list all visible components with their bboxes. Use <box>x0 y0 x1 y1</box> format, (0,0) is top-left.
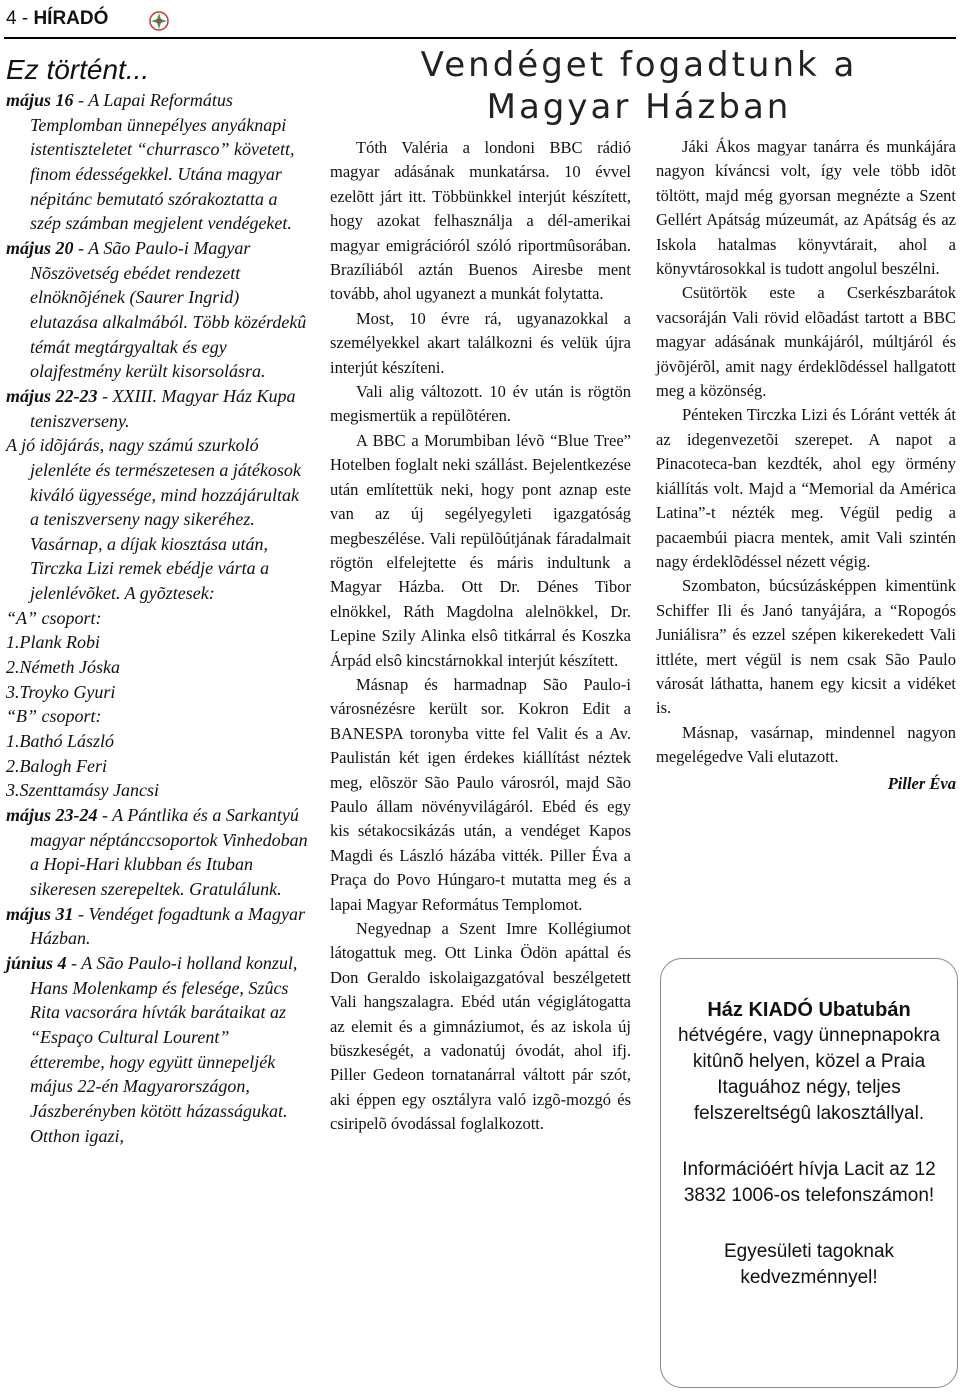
event-item: május 23-24 - A Pántlika és a Sarkantyú magyar néptánccsoportok Vinhedoban a Hopi-Hari klubban és Ituban sikeresen szerepeltek. Gratulálunk. <box>6 805 308 899</box>
ad-discount: Egyesületi tagoknak kedvezménnyel! <box>723 1241 895 1288</box>
newspaper-logo-icon <box>148 10 170 32</box>
article-signature: Piller Éva <box>887 773 956 793</box>
article-paragraph: Jáki Ákos magyar tanárra és munkájára nagyon kíváncsi volt, így vele több idõt töltött, majd még gyorsan megnézte a Szent Gellért Apátság múzeumát, az Apátság és az Iskola hatalmas könyvtárait, ahol a könyvtárosokkal is tudott angolul beszélni. <box>656 137 956 279</box>
event-item: május 22-23 - XXIII. Magyar Ház Kupa teniszverseny. <box>6 385 296 431</box>
ad-contact: Információért hívja Lacit az 12 3832 1006-os telefonszámon! <box>682 1159 936 1206</box>
event-item: május 16 - A Lapai Református Templomban ünnepélyes anyáknapi istentiszteletet “churrasco” követett, finom édességekkel. Utána magyar népitánc bemutató szórakoztatta a szép számban megjelent vendégeket. <box>6 90 295 234</box>
events-column <box>6 54 308 1148</box>
event-item: “A” csoport: <box>6 607 102 628</box>
article-paragraph: Másnap és harmadnap São Paulo-i városnézésre került sor. Kokron Edit a BANESPA toronyba vitte fel Valit és a Av. Paulistán két igen érdekes kiállítást néztek meg, elõször São Paulo városról, majd São Paulo állam növényvilágáról. Ebéd és egy kis sétakocsikázás után, a vendéget Kapos Magdi és László házába vitték. Piller Éva a Praça do Povo Húngaro-t mutatta meg és a lapai Magyar Református Templomot. <box>330 674 631 914</box>
article-paragraph: Vali alig változott. 10 év után is rögtön megismertük a repülõtéren. <box>330 382 631 426</box>
event-item: “B” csoport: <box>6 706 102 727</box>
article-paragraph: A BBC a Morumbiban lévõ “Blue Tree” Hotelben foglalt neki szállást. Bejelentkezése után említettük neki, hogy pont aznap este van az új segélyegyleti igazgatóság megbeszélése. Vali repülõútjának fáradalmait rögtön elfelejtette és máris indultunk a Magyar Házba. Ott Dr. Dénes Tibor elnökkel, Ráth Magdolna alelnökkel, Dr. Lepine Szily Alinka elsô titkárral és Koszka Árpád elsô kincstárnokkal interjút készített. <box>330 430 631 670</box>
rental-advertisement <box>660 958 958 1388</box>
event-item: A jó idõjárás, nagy számú szurkoló jelenléte és természetesen a játékosok kiváló ügyessége, mind hozzájárultak a teniszverseny nagy sikeréhez. Vasárnap, a díjak kiosztása után, Tirczka Lizi remek ebédje várta a jelenlévõket. A gyõztesek: <box>6 435 301 604</box>
article-paragraph: Most, 10 évre rá, ugyanazokkal a személyekkel akart találkozni és velük újra interjút készíteni. <box>330 308 631 377</box>
events-heading: Ez történt... <box>6 54 150 85</box>
ad-headline: Ház KIADÓ Ubatubán <box>707 999 911 1021</box>
event-item: május 31 - Vendéget fogadtunk a Magyar Házban. <box>6 903 305 949</box>
article-paragraph: Szombaton, búcsúzásképpen kimentünk Schiffer Ili és Janó tanyájára, a “Ropogós Juniálisra” és ezzel szépen kikerekedett Vali ittléte, mert végül is nem csak São Paulo városát láthatta, hanem egy kicsit a vidéket is. <box>656 576 956 718</box>
page-number: 4 - HÍRADÓ <box>6 8 109 29</box>
ad-body: hétvégére, vagy ünnepnapokra kitûnõ helyen, közel a Praia Itaguához négy, teljes felszereltségû lakosztállyal. <box>678 1025 940 1124</box>
event-item: 2.Németh Jóska <box>6 657 120 678</box>
article-title <box>318 44 960 128</box>
header-rule <box>4 37 956 39</box>
event-item: május 20 - A São Paulo-i Magyar Nõszövetség ebédet rendezett elnöknõjének (Saurer Ingrid) elutazása alkalmából. Több közérdekû témát megtárgyaltak és egy olajfestmény került kisorsolásra. <box>6 237 307 382</box>
event-item: 1.Bathó László <box>6 731 115 752</box>
event-item: 2.Balogh Feri <box>6 755 107 776</box>
article-paragraph: Pénteken Tirczka Lizi és Lóránt vették át az idegenvezetõi szerepet. A napot a Pinacoteca-ban kezdték, ahol egy örmény kiállítás volt. Majd a “Memorial da América Latina”-t nézték meg. Végül pedig a pacaembúi piacra mentek, amit Vali szintén nagy érdeklõdéssel nézett végig. <box>656 405 956 571</box>
article-paragraph: Negyednap a Szent Imre Kollégiumot látogattuk meg. Ott Linka Ödön apáttal és Don Geraldo iskolaigazgatóval beszélgetett Vali hangszalagra. Ebéd után végiglátogatta az elemit és a gimnáziumot, és az iskola új büszkeségét, a vadonatúj óvodát, ahol ifj. Piller Gedeon tornatanárral váltott pár szót, aki éppen egy osztályra való izgõ-mozgó és csiripelõ óvodással foglalkozott. <box>330 919 631 1134</box>
article-paragraph: Tóth Valéria a londoni BBC rádió magyar adásának munkatársa. 10 évvel ezelõtt járt itt. Többünkkel interjút készített, hogy azokat felhasználja a dél-amerikai magyar emigrációról szóló riportmûsorában. Brazíliából aztán Buenos Airesbe ment tovább, ahol ugyanezt a munkát folytatta. <box>330 138 631 304</box>
article-paragraph: Másnap, vasárnap, mindennel nagyon megelégedve Vali elutazott. <box>656 722 956 767</box>
article-title-line: Vendéget fogadtunk a <box>420 45 858 85</box>
event-item: június 4 - A São Paulo-i holland konzul, Hans Molenkamp és felesége, Szûcs Rita vacsorára hívták barátaikat az “Espaço Cultural Lourent” étterembe, hogy együtt ünnepeljék május 22-én Magyarországon, Jászberényben kötött házasságukat. Otthon igazi, <box>6 952 298 1146</box>
event-item: 3.Troyko Gyuri <box>6 681 116 702</box>
article-column-left <box>330 136 631 1137</box>
article-title-line: Magyar Házban <box>486 87 792 127</box>
event-item: 3.Szenttamásy Jancsi <box>6 780 159 801</box>
article-column-right <box>656 135 956 796</box>
page-header <box>0 6 960 34</box>
section-title: HÍRADÓ <box>33 8 109 29</box>
event-item: 1.Plank Robi <box>6 632 100 653</box>
article-paragraph: Csütörtök este a Cserkészbarátok vacsoráján Vali rövid elõadást tartott a BBC magyar adásának munkájáról, múltjáról és jövõjérõl, amit nagy érdeklõdéssel hallgatott meg a közönség. <box>656 283 956 401</box>
